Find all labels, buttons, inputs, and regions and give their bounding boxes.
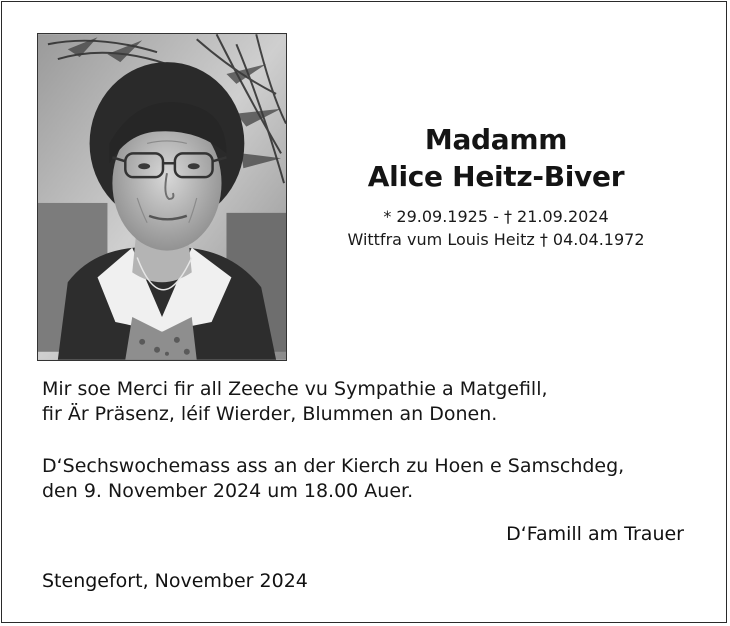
- portrait-photo: [37, 33, 287, 361]
- place-date: Stengefort, November 2024: [42, 570, 308, 592]
- widow-line: Wittfra vum Louis Heitz † 04.04.1972: [347, 230, 645, 249]
- obituary-notice: [1, 1, 727, 623]
- mass-line-2: den 9. November 2024 um 18.00 Auer.: [42, 480, 414, 502]
- portrait-photo-image: [38, 34, 286, 360]
- deceased-name: Alice Heitz-Biver: [367, 160, 625, 193]
- mass-line-1: D‘Sechswochemass ass an der Kierch zu Hoen e Samschdeg,: [42, 455, 625, 477]
- family-signature: D‘Famill am Trauer: [506, 523, 684, 545]
- thanks-line-1: Mir soe Merci fir all Zeeche vu Sympathie a Matgefill,: [42, 378, 548, 400]
- thanks-line-2: fir Är Präsenz, léif Wierder, Blummen an Donen.: [42, 403, 498, 425]
- life-dates: * 29.09.1925 - † 21.09.2024: [383, 207, 609, 226]
- salutation: Madamm: [424, 123, 568, 156]
